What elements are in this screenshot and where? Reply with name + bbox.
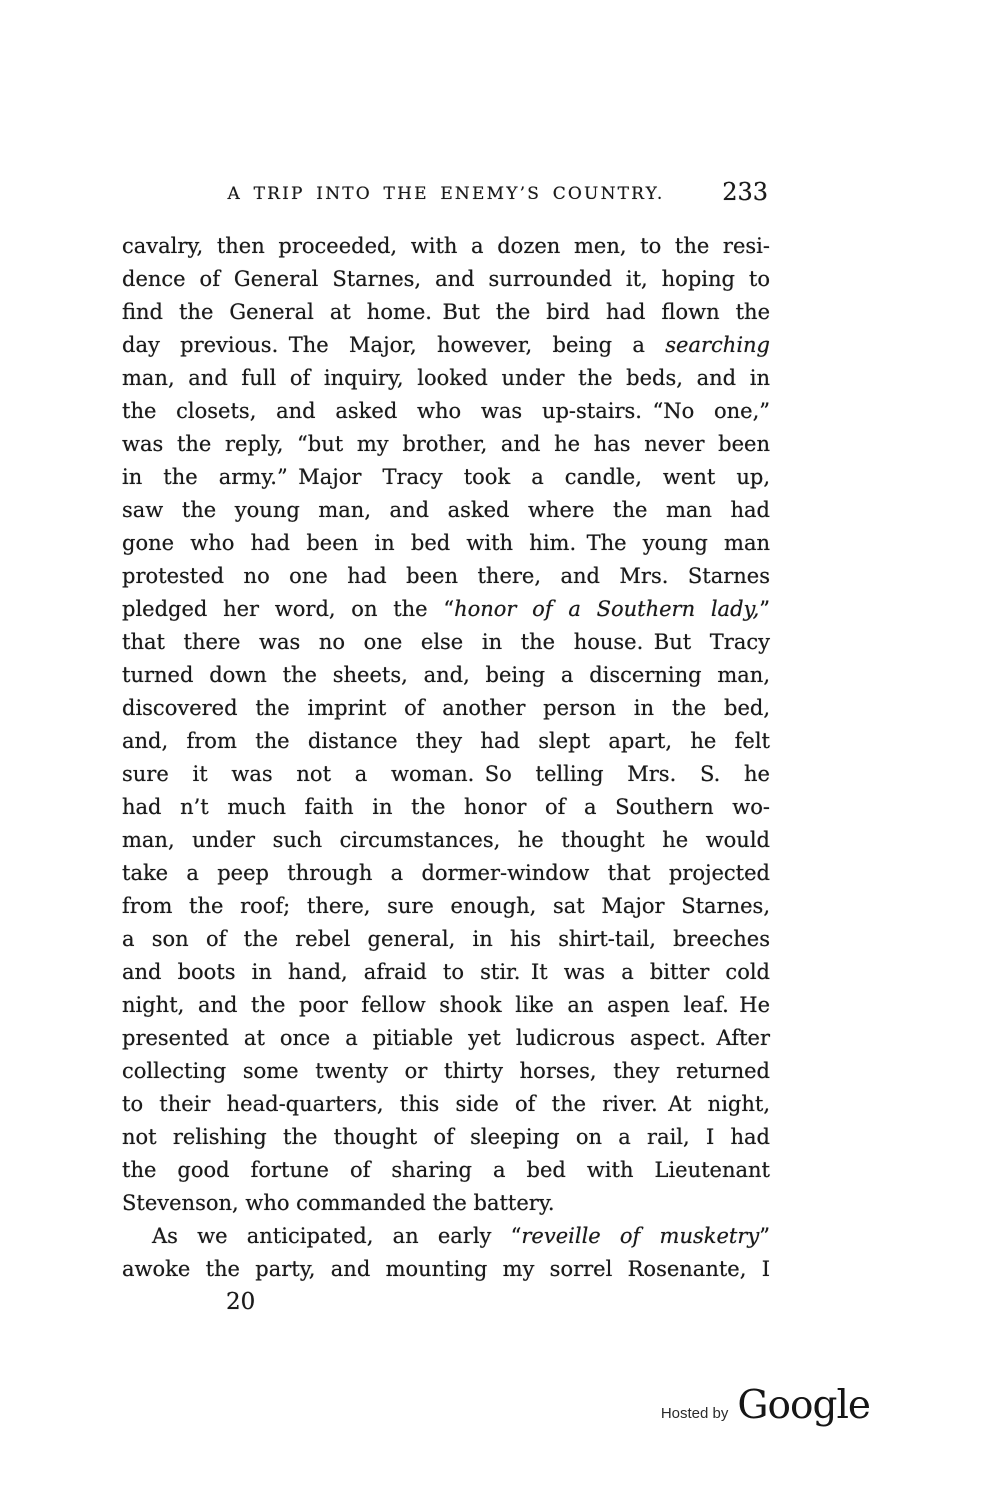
text-line: collecting some twenty or thirty horses, they returned (122, 1059, 770, 1083)
text-line: that there was no one else in the house. But Tracy (122, 630, 770, 654)
body-text (122, 230, 770, 1319)
text-line: in the army.” Major Tracy took a candle, went up, (122, 465, 770, 489)
text-line: from the roof; there, sure enough, sat Major Starnes, (122, 894, 770, 918)
signature-mark: 20 (226, 1289, 256, 1315)
text-line: and, from the distance they had slept apart, he felt (122, 729, 770, 753)
google-watermark (661, 1383, 870, 1428)
text-line: gone who had been in bed with him. The young man (122, 531, 770, 555)
text-line: and boots in hand, afraid to stir. It was a bitter cold (122, 960, 770, 984)
text-line: a son of the rebel general, in his shirt-tail, breeches (122, 927, 770, 951)
text-line: dence of General Starnes, and surrounded it, hoping to (122, 267, 770, 291)
watermark-prefix-label: Hosted by (660, 1405, 729, 1422)
text-line: saw the young man, and asked where the man had (122, 498, 770, 522)
text-line: find the General at home. But the bird had flown the (122, 300, 770, 324)
text-line: protested no one had been there, and Mrs. Starnes (122, 564, 770, 588)
running-title: A TRIP INTO THE ENEMY’S COUNTRY. (227, 184, 665, 204)
text-line: discovered the imprint of another person in the bed, (122, 696, 770, 720)
running-header (122, 178, 770, 208)
text-line: cavalry, then proceeded, with a dozen men, to the resi- (122, 234, 770, 258)
text-line: turned down the sheets, and, being a discerning man, (122, 663, 770, 687)
text-line: pledged her word, on the “honor of a Southern lady,” (122, 597, 771, 621)
text-line: sure it was not a woman. So telling Mrs. S. he (122, 762, 770, 786)
text-line: to their head-quarters, this side of the river. At night, (122, 1092, 770, 1116)
text-line: had n’t much faith in the honor of a Southern wo- (122, 795, 770, 819)
text-line: man, under such circumstances, he thought he would (122, 828, 770, 852)
text-line: not relishing the thought of sleeping on a rail, I had (122, 1125, 770, 1149)
page-number: 233 (722, 178, 768, 206)
text-line: presented at once a pitiable yet ludicrous aspect. After (122, 1026, 770, 1050)
text-line: the good fortune of sharing a bed with Lieutenant (122, 1158, 770, 1182)
text-line: man, and full of inquiry, looked under the beds, and in (122, 366, 770, 390)
text-line: As we anticipated, an early “reveille of musketry” (152, 1224, 771, 1248)
google-logo: Google (737, 1383, 870, 1428)
text-line: take a peep through a dormer-window that projected (122, 861, 770, 885)
text-line: Stevenson, who commanded the battery. (122, 1191, 555, 1215)
text-line: day previous. The Major, however, being a searching (122, 333, 770, 357)
text-line: night, and the poor fellow shook like an aspen leaf. He (122, 993, 770, 1017)
text-line: was the reply, “but my brother, and he has never been (122, 432, 770, 456)
text-line: the closets, and asked who was up-stairs. “No one,” (122, 399, 770, 423)
text-line: awoke the party, and mounting my sorrel Rosenante, I (122, 1257, 770, 1281)
body-lines (122, 230, 770, 1286)
